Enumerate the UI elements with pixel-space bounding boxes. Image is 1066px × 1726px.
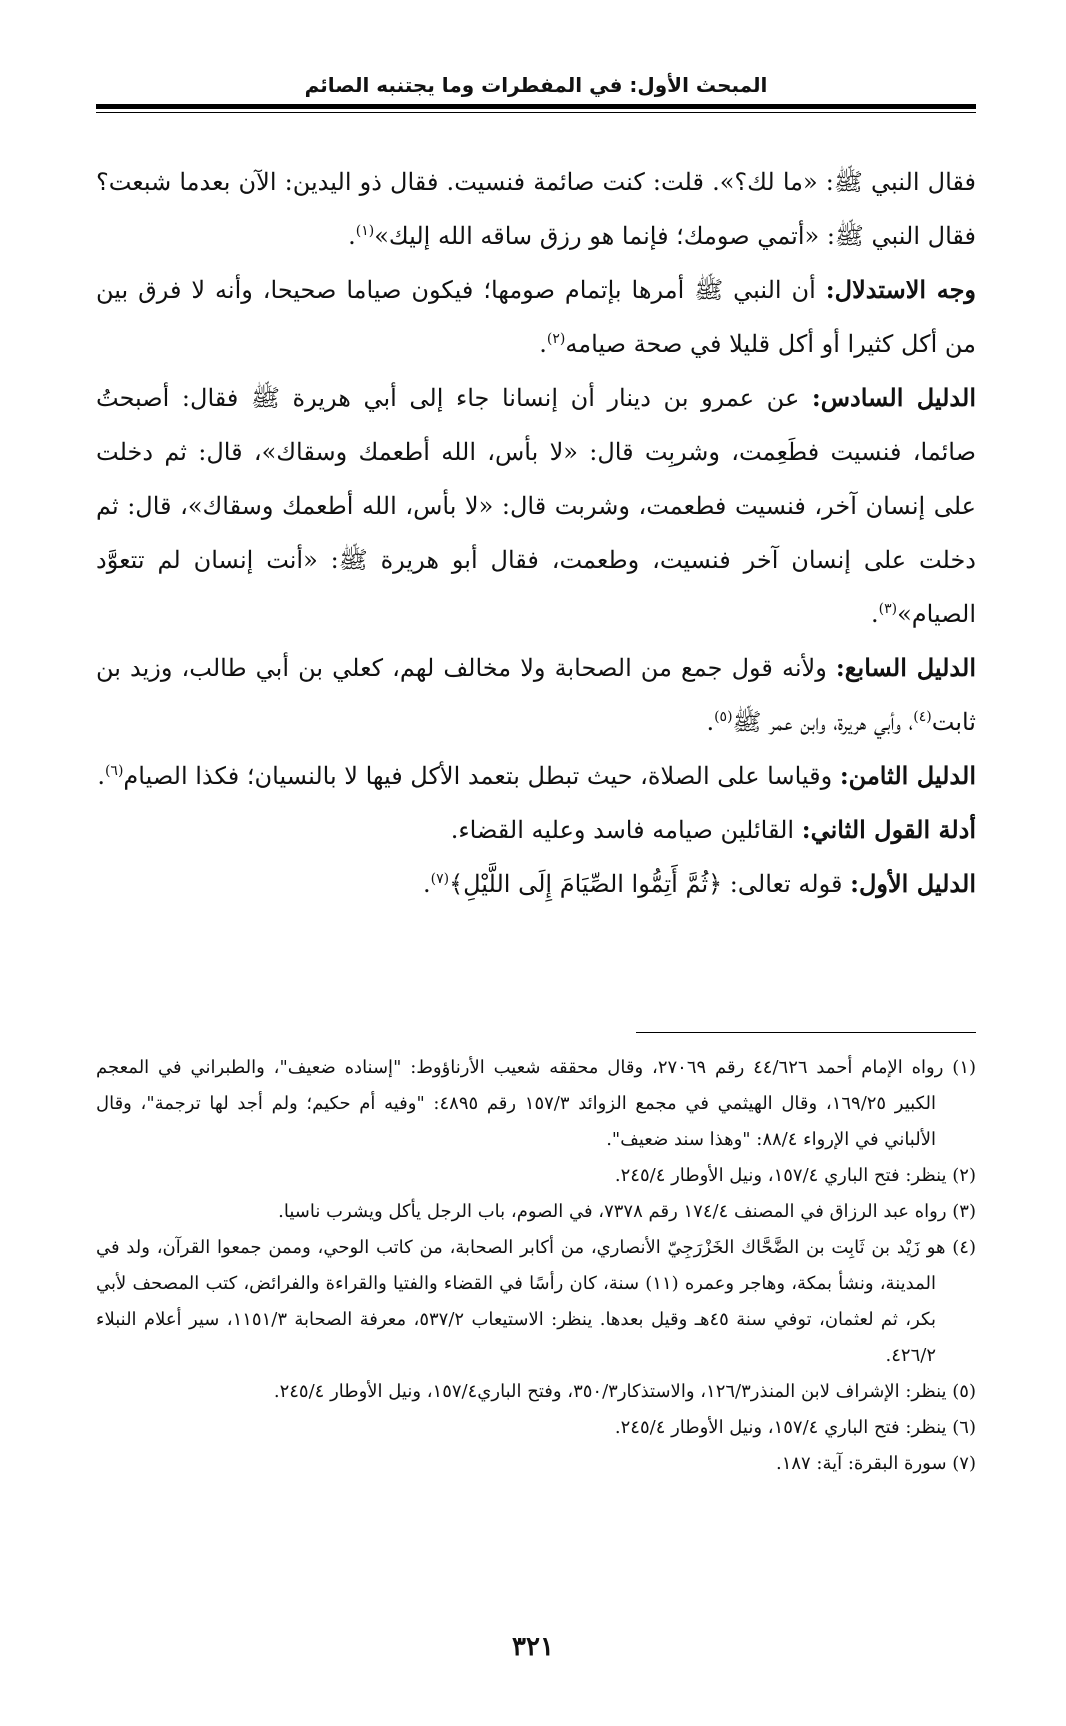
paragraph-text: ولأنه قول جمع من الصحابة ولا مخالف لهم، كعلي بن أبي طالب، وزيد بن ثابت (96, 654, 976, 736)
footnote-ref: (٧) (430, 871, 450, 887)
paragraph-label: أدلة القول الثاني: (801, 815, 976, 844)
header-title: المبحث الأول: في المفطرات وما يجتنبه الصائم (304, 73, 768, 97)
footnote: (٤) هو زَيْد بن ثَابِت بن الضَّحَّاك الخَزْرَجِيّ الأنصاري، من أكابر الصحابة، من كاتب الوحي، وممن جمعوا القرآن، ولد في المدينة، ونشأ بمكة، وهاجر وعمره (١١) سنة، كان رأسًا في القضاء والفتيا والقراءة والفرائض، كتب المصحف لأبي بكر، ثم لعثمان، توفي سنة ٤٥هـ وقيل بعدها. ينظر: الاستيعاب ٥٣٧/٢، معرفة الصحابة ١١٥١/٣، سير أعلام النبلاء ٤٢٦/٢. (96, 1237, 976, 1366)
footnotes (96, 1050, 976, 1482)
paragraph-text: فقال النبي ﷺ: «ما لك؟». قلت: كنت صائمة فنسيت. فقال ذو اليدين: الآن بعدما شبعت؟ فقال النبي ﷺ: «أتمي صومك؛ فإنما هو رزق ساقه الله إليك» (96, 168, 976, 250)
footnote: (٥) ينظر: الإشراف لابن المنذر١٢٦/٣، والاستذكار٣٥٠/٣، وفتح الباري١٥٧/٤، ونيل الأوطار ٢٤٥/٤. (273, 1381, 976, 1402)
paragraph (96, 749, 976, 803)
paragraph-text: وقياسا على الصلاة، حيث تبطل بتعمد الأكل فيها لا بالنسيان؛ فكذا الصيام (123, 762, 840, 790)
running-header (96, 70, 976, 100)
paragraph-label: الدليل الثامن: (839, 761, 976, 790)
footnote-ref: (٥) (714, 709, 733, 725)
footnote-ref: (٢) (546, 331, 566, 347)
paragraph-end: . (422, 870, 431, 898)
footnote: (١) رواه الإمام أحمد ٤٤/٦٢٦ رقم ٢٧٠٦٩، وقال محققه شعيب الأرناؤوط: "إسناده ضعيف"، والطبراني في المعجم الكبير ١٦٩/٢٥، وقال الهيثمي في مجمع الزوائد ١٥٧/٣ رقم ٤٨٩٥: "وفيه أم حكيم؛ ولم أجد لها ترجمة"، وقال الألباني في الإرواء ٨٨/٤: "وهذا سند ضعيف". (96, 1057, 977, 1150)
paragraph (96, 857, 976, 911)
paragraph-label: الدليل السادس: (811, 383, 976, 412)
paragraph (96, 371, 976, 641)
footnote-ref: (٤) (913, 709, 932, 725)
paragraph-text: أن النبي ﷺ أمرها بإتمام صومها؛ فيكون صياما صحيحا، وأنه لا فرق بين من أكل كثيرا أو أكل قليلا في صحة صيامه (96, 276, 976, 358)
paragraph-end: . (348, 222, 356, 250)
paragraph (96, 155, 976, 263)
paragraph-label: الدليل الأول: (850, 869, 976, 898)
paragraph-end: . (871, 600, 879, 628)
paragraph-end: . (97, 762, 105, 790)
footnote: (٧) سورة البقرة: آية: ١٨٧. (775, 1453, 976, 1474)
page-number: ٣٢١ (512, 1632, 554, 1662)
footnote-ref: (١) (355, 223, 375, 239)
paragraph-end: . (706, 708, 715, 736)
paragraph (96, 803, 976, 857)
footnote-ref: (٣) (878, 601, 898, 617)
paragraph-label: الدليل السابع: (835, 653, 977, 682)
paragraph-text: عن عمرو بن دينار أن إنسانا جاء إلى أبي هريرة ﷺ فقال: أصبحتُ صائما، فنسيت فطَعِمت، وشربِت قال: «لا بأس، الله أطعمك وسقاك»، قال: ثم دخلت على إنسان آخر، فنسيت فطعمت، وشربت قال: «لا بأس، الله أطعمك وسقاك»، قال: ثم دخلت على إنسان آخر فنسيت، وطعمت، فقال أبو هريرة ﷺ: «أنت إنسان لم تتعوَّد الصيام» (96, 384, 976, 628)
header-rule (96, 104, 976, 109)
paragraph-text: قوله تعالى: ﴿ثُمَّ أَتِمُّوا الصِّيَامَ إِلَى اللَّيْلِ﴾ (449, 870, 851, 898)
paragraph (96, 263, 976, 371)
paragraph-end: . (539, 330, 547, 358)
footnote-ref: (٦) (104, 763, 124, 779)
paragraph (96, 641, 976, 749)
footnote: (٣) رواه عبد الرزاق في المصنف ١٧٤/٤ رقم ٧٣٧٨، في الصوم، باب الرجل يأكل ويشرب ناسيا. (278, 1201, 976, 1222)
paragraph-text-continued: ، وأبي هريرة، وابن عمر ﷺ (732, 708, 914, 736)
paragraph-label: وجه الاستدلال: (825, 275, 977, 304)
footnote-separator (636, 1032, 976, 1033)
footnote: (٦) ينظر: فتح الباري ١٥٧/٤، ونيل الأوطار ٢٤٥/٤. (614, 1417, 976, 1438)
main-text (96, 155, 976, 911)
header-rule-thin (96, 112, 976, 113)
footnote: (٢) ينظر: فتح الباري ١٥٧/٤، ونيل الأوطار ٢٤٥/٤. (614, 1165, 976, 1186)
paragraph-text: القائلين صيامه فاسد وعليه القضاء. (450, 816, 802, 844)
